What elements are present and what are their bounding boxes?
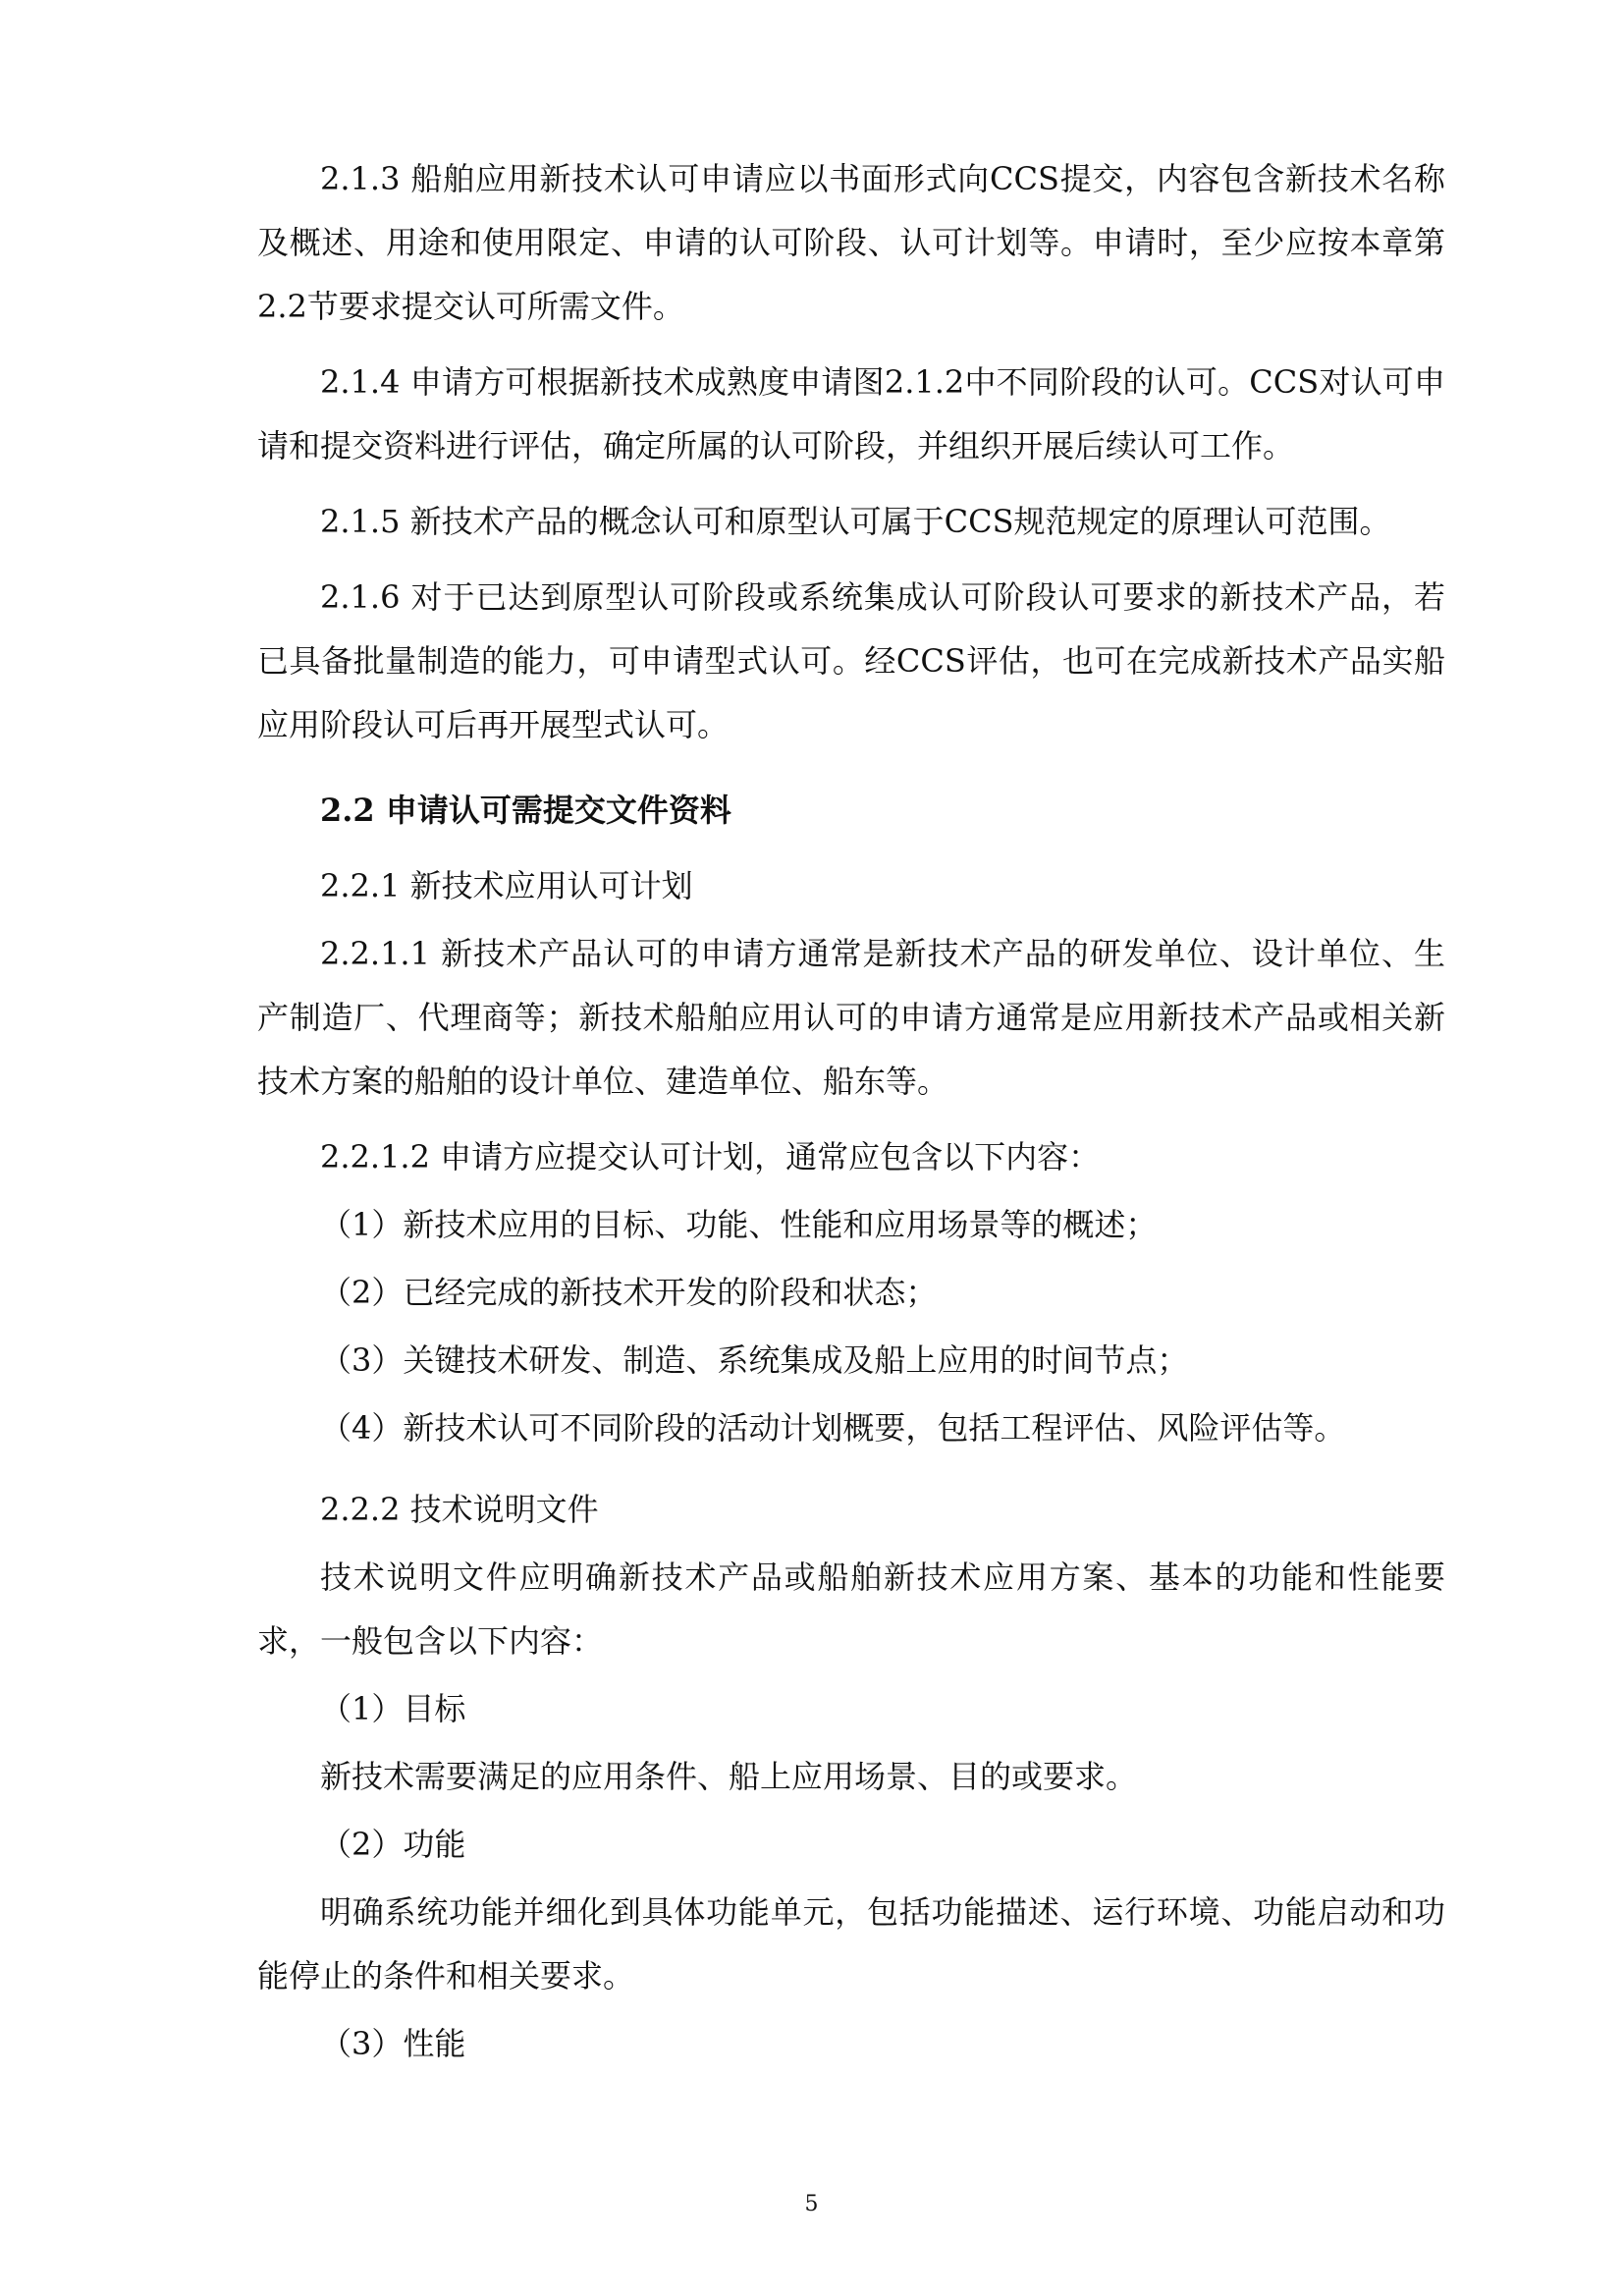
- sub-item-performance: （3）性能: [320, 2025, 466, 2062]
- page-number: 5: [804, 2192, 819, 2216]
- paragraph-tech-desc: 技术说明文件应明确新技术产品或船舶新技术应用方案、基本的功能和性能要求，一般包含以下内容：: [257, 1558, 1445, 1660]
- list-item-2: （2）已经完成的新技术开发的阶段和状态；: [320, 1274, 938, 1311]
- list-item-1: （1）新技术应用的目标、功能、性能和应用场景等的概述；: [320, 1206, 1158, 1243]
- section-heading-2-2: 2.2 申请认可需提交文件资料: [320, 792, 731, 829]
- paragraph-2-2-1-2: 2.2.1.2 申请方应提交认可计划，通常应包含以下内容：: [320, 1138, 1101, 1175]
- sub-item-target-body: 新技术需要满足的应用条件、船上应用场景、目的或要求。: [320, 1758, 1138, 1795]
- sub-item-function: （2）功能: [320, 1826, 466, 1863]
- sub-item-target: （1）目标: [320, 1690, 466, 1727]
- paragraph-2-1-5: 2.1.5 新技术产品的概念认可和原型认可属于CCS规范规定的原理认可范围。: [320, 503, 1391, 540]
- paragraph-2-1-4: 2.1.4 申请方可根据新技术成熟度申请图2.1.2中不同阶段的认可。CCS对认可申请和提交资料进行评估，确定所属的认可阶段，并组织开展后续认可工作。: [257, 363, 1445, 465]
- paragraph-2-1-6: 2.1.6 对于已达到原型认可阶段或系统集成认可阶段认可要求的新技术产品，若已具备批量制造的能力，可申请型式认可。经CCS评估，也可在完成新技术产品实船应用阶段认可后再开展型式认可。: [257, 578, 1445, 743]
- subsection-heading-2-2-2: 2.2.2 技术说明文件: [320, 1491, 599, 1528]
- sub-item-function-body: 明确系统功能并细化到具体功能单元，包括功能描述、运行环境、功能启动和功能停止的条件和相关要求。: [257, 1893, 1445, 1995]
- subsection-heading-2-2-1: 2.2.1 新技术应用认可计划: [320, 867, 693, 904]
- list-item-3: （3）关键技术研发、制造、系统集成及船上应用的时间节点；: [320, 1341, 1189, 1379]
- paragraph-2-2-1-1: 2.2.1.1 新技术产品认可的申请方通常是新技术产品的研发单位、设计单位、生产制造厂、代理商等；新技术船舶应用认可的申请方通常是应用新技术产品或相关新技术方案的船舶的设计单位、建造单位、船东等。: [257, 935, 1445, 1100]
- list-item-4: （4）新技术认可不同阶段的活动计划概要，包括工程评估、风险评估等。: [320, 1409, 1346, 1447]
- page-content: [257, 147, 1445, 2076]
- paragraph-2-1-3: 2.1.3 船舶应用新技术认可申请应以书面形式向CCS提交，内容包含新技术名称及概述、用途和使用限定、申请的认可阶段、认可计划等。申请时，至少应按本章第2.2节要求提交认可所需文件。: [257, 160, 1445, 325]
